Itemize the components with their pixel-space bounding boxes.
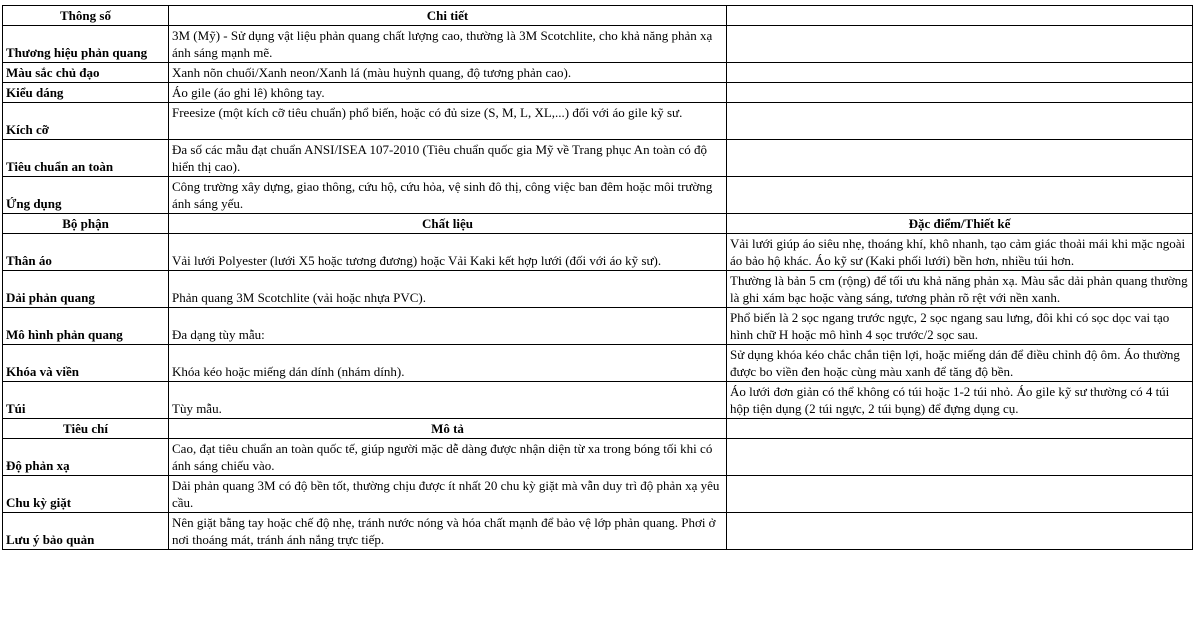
row-detail[interactable]: Áo gile (áo ghi lê) không tay. xyxy=(169,83,727,103)
row-material[interactable]: Khóa kéo hoặc miếng dán dính (nhám dính). xyxy=(169,345,727,382)
table-row xyxy=(3,83,1193,103)
table-row xyxy=(3,63,1193,83)
row-label[interactable]: Tiêu chuẩn an toàn xyxy=(3,140,169,177)
row-design[interactable]: Vải lưới giúp áo siêu nhẹ, thoáng khí, khô nhanh, tạo cảm giác thoải mái khi mặc ngoài áo bảo hộ khác. Áo kỹ sư (Kaki phối lưới) bền hơn, nhiều túi hơn. xyxy=(727,234,1193,271)
row-detail[interactable]: Xanh nõn chuối/Xanh neon/Xanh lá (màu huỳnh quang, độ tương phản cao). xyxy=(169,63,727,83)
row-label[interactable]: Khóa và viền xyxy=(3,345,169,382)
table-row xyxy=(3,177,1193,214)
row-detail[interactable]: Dải phản quang 3M có độ bền tốt, thường chịu được ít nhất 20 chu kỳ giặt mà vẫn duy trì độ phản xạ yêu cầu. xyxy=(169,476,727,513)
empty-cell[interactable] xyxy=(727,513,1193,550)
header-empty[interactable] xyxy=(727,6,1193,26)
row-detail[interactable]: Freesize (một kích cỡ tiêu chuẩn) phổ biến, hoặc có đủ size (S, M, L, XL,...) đối với áo gile kỹ sư. xyxy=(169,103,727,140)
row-label[interactable]: Màu sắc chủ đạo xyxy=(3,63,169,83)
header-thong-so[interactable]: Thông số xyxy=(3,6,169,26)
row-label[interactable]: Ứng dụng xyxy=(3,177,169,214)
table-row xyxy=(3,308,1193,345)
row-detail[interactable]: Cao, đạt tiêu chuẩn an toàn quốc tế, giúp người mặc dễ dàng được nhận diện từ xa trong bóng tối khi có ánh sáng chiếu vào. xyxy=(169,439,727,476)
empty-cell[interactable] xyxy=(727,83,1193,103)
empty-cell[interactable] xyxy=(727,63,1193,83)
row-material[interactable]: Vải lưới Polyester (lưới X5 hoặc tương đương) hoặc Vải Kaki kết hợp lưới (đối với áo kỹ sư). xyxy=(169,234,727,271)
spec-table xyxy=(2,5,1193,550)
empty-cell[interactable] xyxy=(727,26,1193,63)
row-design[interactable]: Áo lưới đơn giản có thể không có túi hoặc 1-2 túi nhỏ. Áo gile kỹ sư thường có 4 túi hộp tiện dụng (2 túi ngực, 2 túi bụng) để đựng dụng cụ. xyxy=(727,382,1193,419)
header-chat-lieu[interactable]: Chất liệu xyxy=(169,214,727,234)
table-row xyxy=(3,513,1193,550)
header-empty[interactable] xyxy=(727,419,1193,439)
table-row xyxy=(3,439,1193,476)
row-label[interactable]: Kiểu dáng xyxy=(3,83,169,103)
row-label[interactable]: Túi xyxy=(3,382,169,419)
row-label[interactable]: Độ phản xạ xyxy=(3,439,169,476)
row-detail[interactable]: Đa số các mẫu đạt chuẩn ANSI/ISEA 107-2010 (Tiêu chuẩn quốc gia Mỹ về Trang phục An toàn có độ hiển thị cao). xyxy=(169,140,727,177)
header-mo-ta[interactable]: Mô tả xyxy=(169,419,727,439)
row-label[interactable]: Thân áo xyxy=(3,234,169,271)
row-design[interactable]: Thường là bản 5 cm (rộng) để tối ưu khả năng phản xạ. Màu sắc dải phản quang thường là ghi xám bạc hoặc vàng sáng, tương phản rõ rệt với nền xanh. xyxy=(727,271,1193,308)
row-label[interactable]: Chu kỳ giặt xyxy=(3,476,169,513)
row-label[interactable]: Lưu ý bảo quản xyxy=(3,513,169,550)
row-material[interactable]: Phản quang 3M Scotchlite (vải hoặc nhựa PVC). xyxy=(169,271,727,308)
row-label[interactable]: Thương hiệu phản quang xyxy=(3,26,169,63)
empty-cell[interactable] xyxy=(727,140,1193,177)
table-row xyxy=(3,345,1193,382)
table-row xyxy=(3,382,1193,419)
header-chi-tiet[interactable]: Chi tiết xyxy=(169,6,727,26)
row-material[interactable]: Tùy mẫu. xyxy=(169,382,727,419)
row-design[interactable]: Sử dụng khóa kéo chắc chắn tiện lợi, hoặc miếng dán để điều chỉnh độ ôm. Áo thường được bo viền đen hoặc cùng màu xanh để tăng độ bền. xyxy=(727,345,1193,382)
table-row xyxy=(3,140,1193,177)
section-header-row xyxy=(3,214,1193,234)
empty-cell[interactable] xyxy=(727,439,1193,476)
row-detail[interactable]: 3M (Mỹ) - Sử dụng vật liệu phản quang chất lượng cao, thường là 3M Scotchlite, cho khả năng phản xạ ánh sáng mạnh mẽ. xyxy=(169,26,727,63)
row-detail[interactable]: Nên giặt bằng tay hoặc chế độ nhẹ, tránh nước nóng và hóa chất mạnh để bảo vệ lớp phản quang. Phơi ở nơi thoáng mát, tránh ánh nắng trực tiếp. xyxy=(169,513,727,550)
header-tieu-chi[interactable]: Tiêu chí xyxy=(3,419,169,439)
row-label[interactable]: Mô hình phản quang xyxy=(3,308,169,345)
row-design[interactable]: Phổ biến là 2 sọc ngang trước ngực, 2 sọc ngang sau lưng, đôi khi có sọc dọc vai tạo hình chữ H hoặc mô hình 4 sọc trước/2 sọc sau. xyxy=(727,308,1193,345)
table-row xyxy=(3,26,1193,63)
row-label[interactable]: Kích cỡ xyxy=(3,103,169,140)
section-header-row xyxy=(3,419,1193,439)
table-row xyxy=(3,271,1193,308)
table-row xyxy=(3,234,1193,271)
row-material[interactable]: Đa dạng tùy mẫu: xyxy=(169,308,727,345)
empty-cell[interactable] xyxy=(727,476,1193,513)
row-detail[interactable]: Công trường xây dựng, giao thông, cứu hộ, cứu hỏa, vệ sinh đô thị, công việc ban đêm hoặc môi trường ánh sáng yếu. xyxy=(169,177,727,214)
header-bo-phan[interactable]: Bộ phận xyxy=(3,214,169,234)
empty-cell[interactable] xyxy=(727,177,1193,214)
table-row xyxy=(3,476,1193,513)
table-row xyxy=(3,103,1193,140)
empty-cell[interactable] xyxy=(727,103,1193,140)
section-header-row xyxy=(3,6,1193,26)
row-label[interactable]: Dải phản quang xyxy=(3,271,169,308)
header-dac-diem[interactable]: Đặc điểm/Thiết kế xyxy=(727,214,1193,234)
